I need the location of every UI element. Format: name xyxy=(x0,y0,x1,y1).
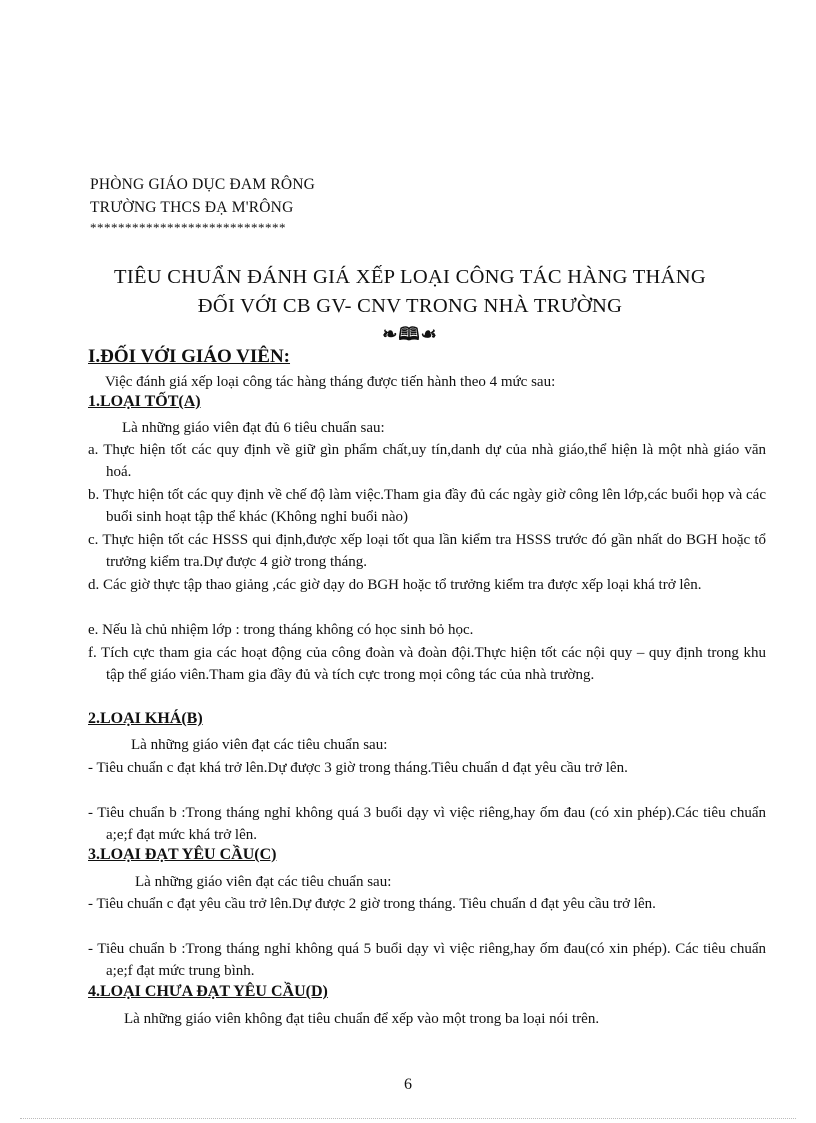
section-intro: Việc đánh giá xếp loại công tác hàng tháng được tiến hành theo 4 mức sau: xyxy=(105,374,556,390)
heading-loai-c: 3.LOẠI ĐẠT YÊU CẦU(C) xyxy=(88,846,277,863)
book-ornament-icon: ❧🕮☙ xyxy=(382,324,438,344)
loai-b-intro: Là những giáo viên đạt các tiêu chuẩn sau: xyxy=(131,737,388,753)
heading-loai-d: 4.LOẠI CHƯA ĐẠT YÊU CẦU(D) xyxy=(88,983,328,1000)
criterion-c: c. Thực hiện tốt các HSSS qui định,được xếp loại tốt qua lần kiểm tra HSSS trước đó gần nhất do BGH hoặc tổ trưởng kiểm tra.Dự được 4 giờ trong tháng. xyxy=(88,532,766,570)
department-name: PHÒNG GIÁO DỤC ĐAM RÔNG xyxy=(90,176,316,193)
loai-c-intro: Là những giáo viên đạt các tiêu chuẩn sau: xyxy=(135,874,392,890)
criterion-d: d. Các giờ thực tập thao giảng ,các giờ dạy do BGH hoặc tổ trưởng kiểm tra được xếp loại khá trở lên. xyxy=(88,577,702,593)
document-title-line-1: TIÊU CHUẨN ĐÁNH GIÁ XẾP LOẠI CÔNG TÁC HÀNG THÁNG xyxy=(114,266,706,288)
loai-b-item-2: - Tiêu chuẩn b :Trong tháng nghỉ không quá 3 buổi dạy vì việc riêng,hay ốm đau (có xin phép).Các tiêu chuẩn a;e;f đạt mức khá trở lên. xyxy=(88,805,766,843)
section-heading-teachers: I.ĐỐI VỚI GIÁO VIÊN: xyxy=(88,346,291,367)
page-number: 6 xyxy=(404,1076,412,1093)
criterion-e: e. Nếu là chủ nhiệm lớp : trong tháng không có học sinh bỏ học. xyxy=(88,622,474,638)
heading-loai-b: 2.LOẠI KHÁ(B) xyxy=(88,710,203,727)
loai-c-item-1: - Tiêu chuẩn c đạt yêu cầu trở lên.Dự được 2 giờ trong tháng. Tiêu chuẩn d đạt yêu cầu trở lên. xyxy=(88,896,656,912)
document-title-line-2: ĐỐI VỚI CB GV- CNV TRONG NHÀ TRƯỜNG xyxy=(197,295,623,317)
criterion-b: b. Thực hiện tốt các quy định về chế độ làm việc.Tham gia đầy đủ các ngày giờ công lên lớp,các buổi họp và các buổi sinh hoạt tập thể khác (Không nghỉ buổi nào) xyxy=(88,487,766,525)
loai-c-item-2: - Tiêu chuẩn b :Trong tháng nghỉ không quá 5 buổi dạy vì việc riêng,hay ốm đau(có xin phép). Các tiêu chuẩn a;e;f đạt mức trung bình. xyxy=(88,941,766,979)
heading-loai-a: 1.LOẠI TỐT(A) xyxy=(88,393,201,410)
loai-d-intro: Là những giáo viên không đạt tiêu chuẩn để xếp vào một trong ba loại nói trên. xyxy=(124,1011,600,1027)
header-separator: **************************** xyxy=(90,220,286,235)
page-bottom-border xyxy=(20,1118,796,1119)
loai-a-intro: Là những giáo viên đạt đủ 6 tiêu chuẩn sau: xyxy=(122,420,385,436)
criterion-a: a. Thực hiện tốt các quy định về giữ gìn phẩm chất,uy tín,danh dự của nhà giáo,thể hiện là một nhà giáo văn hoá. xyxy=(88,442,766,480)
criterion-f: f. Tích cực tham gia các hoạt động của công đoàn và đoàn đội.Thực hiện tốt các nội quy – quy định trong khu tập thể giáo viên.Tham gia đầy đủ và tích cực trong mọi công tác của nhà trường. xyxy=(88,645,766,683)
loai-b-item-1: - Tiêu chuẩn c đạt khá trở lên.Dự được 3 giờ trong tháng.Tiêu chuẩn d đạt yêu cầu trở lên. xyxy=(88,760,628,776)
school-name: TRƯỜNG THCS ĐẠ M'RÔNG xyxy=(90,199,294,216)
